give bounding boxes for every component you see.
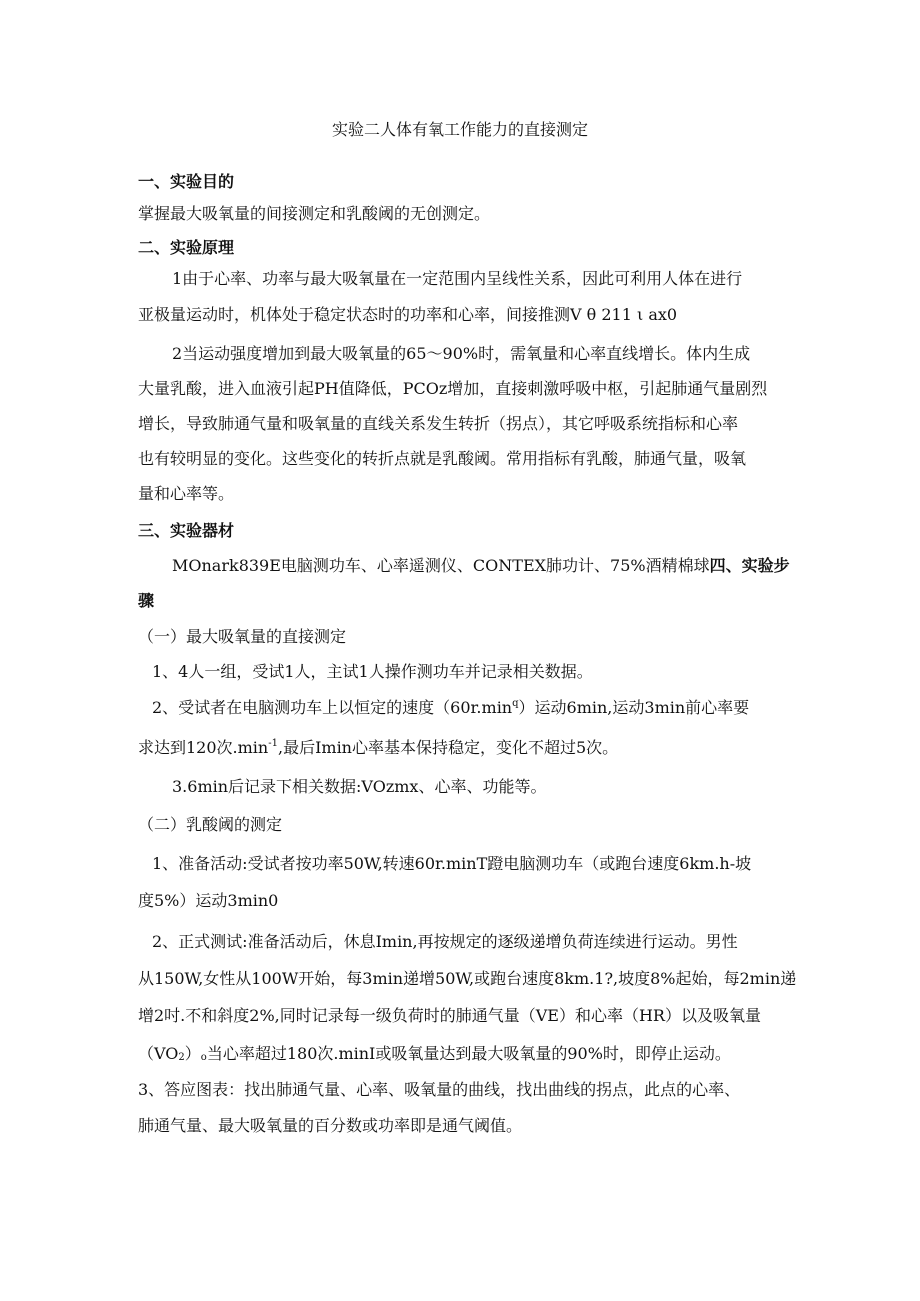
test-l4-sub2: o [200, 1052, 207, 1063]
lactate-warmup-line2: 度5%）运动3min0 [138, 891, 279, 910]
lactate-test-line4 [138, 1043, 731, 1065]
test-l4-b: ） [184, 1044, 201, 1063]
principle-p2-line4: 也有较明显的变化。这些变化的转折点就是乳酸阈。常用指标有乳酸，肺通气量，吸氧 [138, 449, 747, 468]
document-title: 实验二人体有氧工作能力的直接测定 [331, 120, 588, 139]
subsection-lactate: （二）乳酸阈的测定 [138, 815, 283, 834]
lactate-chart-line2: 肺通气量、最大吸氧量的百分数或功率即是通气阈值。 [138, 1116, 523, 1135]
lactate-test-line3: 增2吋.不和斜度2%,同时记录每一级负荷时的肺通气量（VE）和心率（HR）以及吸氧量 [138, 1006, 761, 1025]
step2-l1-b: ）运动6min,运动3min前心率要 [518, 698, 750, 717]
lactate-test-line2: 从150W,女性从100W开始，每3min递增50W,或跑台速度8km.1?,坡度8%起始，每2min递 [138, 969, 797, 988]
vo2max-step2-line1 [152, 697, 749, 719]
step2-l2-sup: -1 [268, 738, 278, 749]
step2-l1-sup: q [512, 698, 519, 709]
section-heading-purpose: 一、实验目的 [138, 172, 235, 191]
step2-l2-b: ,最后Imin心率基本保持稳定，变化不超过5次。 [277, 738, 619, 757]
purpose-text: 掌握最大吸氧量的间接测定和乳酸阈的无创测定。 [138, 204, 491, 223]
vo2max-step3: 3.6min后记录下相关数据:VOzmx、心率、功能等。 [172, 777, 547, 796]
lactate-test-line1: 2、正式测试:准备活动后，休息Imin,再按规定的逐级递增负荷连续进行运动。男性 [152, 932, 738, 951]
principle-p2-line3: 增长，导致肺通气量和吸氧量的直线关系发生转折（拐点），其它呼吸系统指标和心率 [138, 414, 739, 433]
section-heading-procedure-b: 骤 [138, 591, 155, 610]
lactate-chart-line1: 3、答应图表：找出肺通气量、心率、吸氧量的曲线，找出曲线的拐点，此点的心率、 [138, 1080, 741, 1099]
test-l4-a: （VO [138, 1044, 179, 1063]
vo2max-step2-line2 [138, 737, 618, 759]
test-l4-sub: 2 [178, 1052, 185, 1063]
test-l4-c: 当心率超过180次.minI或吸氧量达到最大吸氧量的90%时，即停止运动。 [206, 1044, 731, 1063]
lactate-warmup-line1: 1、准备活动:受试者按功率50W,转速60r.minT蹬电脑测功车（或跑台速度6km.h-坡 [152, 854, 752, 873]
section-heading-principle: 二、实验原理 [138, 238, 235, 257]
principle-p1-line1: 1由于心率、功率与最大吸氧量在一定范围内呈线性关系，因此可利用人体在进行 [172, 269, 743, 288]
principle-p2-line2: 大量乳酸，进入血液引起PH值降低，PCOz增加，直接刺激呼吸中枢，引起肺通气量剧烈 [138, 379, 768, 398]
equipment-line [172, 555, 790, 577]
equipment-text: MOnark839E电脑测功车、心率遥测仪、CONTEX肺功计、75%酒精棉球 [172, 556, 710, 575]
section-heading-procedure-a: 四、实验步 [709, 556, 790, 575]
step2-l2-a: 求达到120次.min [138, 738, 269, 757]
subsection-vo2max: （一）最大吸氧量的直接测定 [138, 627, 347, 646]
principle-p1-line2: 亚极量运动时，机体处于稳定状态时的功率和心率，间接推测V θ 211 ι ax0 [138, 305, 678, 324]
principle-p2-line1: 2当运动强度增加到最大吸氧量的65～90%时，需氧量和心率直线增长。体内生成 [172, 344, 751, 363]
section-heading-equipment: 三、实验器材 [138, 521, 235, 540]
vo2max-step1: 1、4人一组，受试1人，主试1人操作测功车并记录相关数据。 [152, 662, 593, 681]
step2-l1-a: 2、受试者在电脑测功车上以恒定的速度（60r.min [152, 698, 513, 717]
principle-p2-line5: 量和心率等。 [138, 484, 235, 503]
